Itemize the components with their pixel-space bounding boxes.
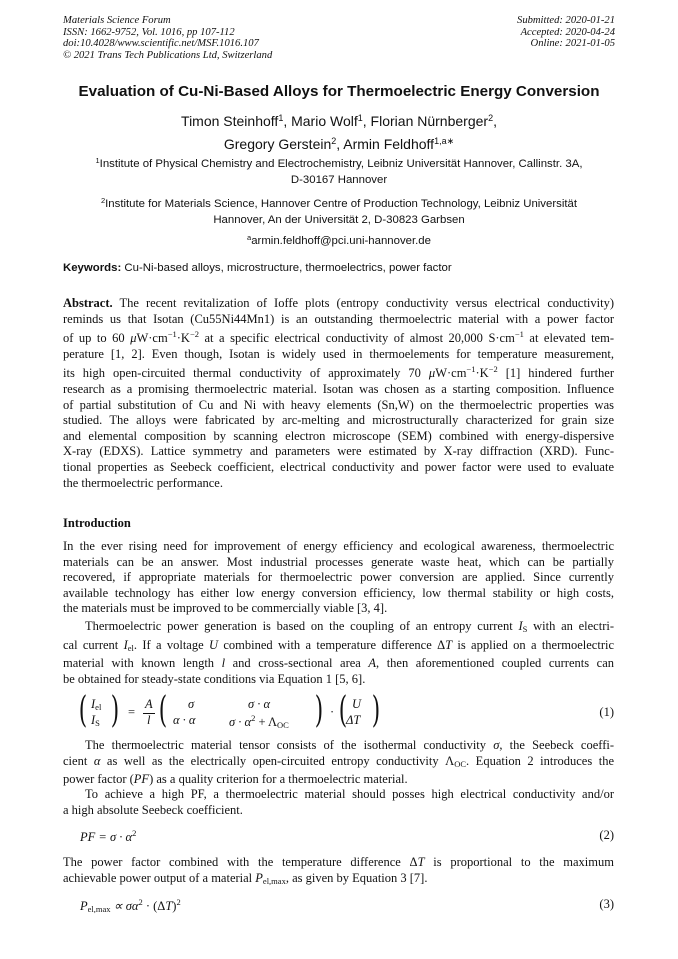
math-symbol: I (91, 697, 96, 711)
abstract-text: studied. The alloys were fabricated by arc-melting and microstructurally characterized for grain size (63, 413, 614, 428)
fraction-denominator: l (147, 713, 151, 727)
paragraph-line: available technology has either low energy conversion efficiency, low thermal stability or high costs, (63, 585, 614, 600)
affil-sup: 2 (100, 196, 106, 205)
math-symbol: I (91, 713, 96, 727)
right-paren: ) (314, 690, 324, 731)
author-affil-sup: 2 (488, 113, 494, 123)
math-symbol: σ (493, 738, 500, 752)
journal-name: Materials Science Forum (63, 15, 171, 26)
author-name: , Mario Wolf (283, 113, 358, 129)
paragraph-line: To achieve a high PF, a thermoelectric material should posses high electrical conductivity and/or (85, 787, 614, 801)
math-symbol: = σ · α (95, 830, 133, 844)
vector-cell: ΔT (346, 713, 361, 727)
paragraph-text: combined with a temperature difference Δ (218, 637, 446, 652)
math-symbol: α (93, 753, 101, 768)
affil-text: Institute of Physical Chemistry and Electrochemistry, Leibniz Universität Hannover, Callinstr. 3A, (99, 158, 583, 170)
math-symbol: P (255, 870, 263, 885)
abstract-text: its high open-circuited thermal conductivity of approximately 70 (63, 366, 429, 381)
copyright: © 2021 Trans Tech Publications Ltd, Switzerland (63, 49, 273, 61)
paragraph-line: a high absolute Seebeck coefficient. (63, 802, 243, 817)
intro-paragraph-2 (63, 619, 614, 687)
paragraph-text: ) as a quality criterion for a thermoelectric material. (149, 772, 408, 787)
matrix-cell: α · α (173, 713, 196, 727)
paragraph-text: be obtained for steady-state conditions via Equation 1 [5, 6]. (63, 671, 366, 686)
right-paren: ) (371, 690, 381, 731)
abstract-text: research as a promising thermoelectric material. Isotan was chosen as a starting composition. Influence (63, 381, 614, 396)
authors-line-1 (0, 108, 678, 131)
abstract-text: W·cm (435, 366, 467, 381)
paragraph-text: with an electri- (527, 619, 614, 633)
affil-text: Hannover, An der Universität 2, D-30823 Garbsen (213, 214, 465, 226)
equation-1 (63, 690, 614, 733)
author-affil-sup: 2 (331, 136, 337, 146)
abstract-text: reminds us that Isotan (Cu55Ni44Mn1) is an outstanding thermoelectric material with a power factor (63, 311, 614, 326)
lhs-top (91, 697, 101, 712)
keywords (63, 262, 452, 274)
intro-paragraph-5 (63, 855, 614, 889)
math-sub: S (522, 624, 528, 634)
left-paren: ( (158, 690, 168, 731)
paragraph-text: , the Seebeck coeffi- (499, 738, 614, 752)
math-symbol: ) (172, 899, 177, 913)
paragraph-line: materials can be an answer. Most industrial processes generate waste heat, which can be partially (63, 554, 614, 569)
matrix-cell: σ (188, 697, 195, 711)
author-name: Timon Steinhoff (181, 113, 279, 129)
paragraph-text: and cross-sectional area (225, 656, 369, 671)
paper-title: Evaluation of Cu-Ni-Based Alloys for Thermoelectric Energy Conversion (78, 83, 600, 100)
affil-text: D-30167 Hannover (290, 174, 388, 186)
math-sup: 2 (132, 828, 137, 838)
keywords-text: Cu-Ni-based alloys, microstructure, thermoelectrics, power factor (121, 262, 452, 274)
math-symbol: I (123, 637, 128, 652)
math-symbol: I (518, 619, 523, 633)
abstract-text: −1 (466, 364, 476, 375)
abstract-text: W·cm (136, 331, 168, 346)
paragraph-text: . Equation 2 introduces the (466, 753, 614, 768)
abstract-label: Abstract. (63, 296, 113, 310)
abstract-text: ·K (176, 331, 190, 346)
equation-1-body (78, 690, 400, 733)
affiliation-1 (63, 153, 615, 188)
math-symbol: T (165, 899, 173, 913)
paragraph-text: cient (63, 753, 94, 768)
paragraph-text: . If a voltage (133, 637, 209, 652)
math-sub: el,max (87, 904, 111, 914)
intro-paragraph-4 (63, 787, 614, 818)
vector-cell: U (352, 697, 362, 711)
math-sub: el (95, 702, 102, 712)
abstract-text: tional properties as Seebeck coefficient, electrical conductivity and power factor were used to evaluate (63, 459, 614, 474)
math-symbol: T (417, 855, 425, 869)
author-affil-sup: 1 (278, 113, 284, 123)
left-paren: ( (338, 690, 348, 731)
equation-number: (2) (599, 828, 614, 842)
right-paren: ) (110, 690, 120, 731)
abstract-text: at elevated tem- (523, 331, 614, 346)
abstract-text: at a specific electrical conductivity of almost 20,000 S·cm (199, 331, 515, 346)
abstract-text: ·K (475, 366, 489, 381)
abstract (63, 296, 614, 491)
equation-2 (63, 828, 614, 846)
lhs-bottom (91, 713, 100, 728)
submitted-date: Submitted: 2020-01-21 (517, 15, 615, 26)
section-heading-introduction: Introduction (63, 516, 131, 530)
author-separator: , (493, 113, 497, 129)
abstract-text: The recent revitalization of Ioffe plots (entropy conductivity versus electrical conductivity) (112, 296, 614, 310)
author-affil-sup: 1,a∗ (434, 136, 455, 146)
authors (0, 108, 678, 154)
fraction-numerator: A (145, 697, 153, 711)
author-name: Gregory Gerstein (223, 136, 332, 152)
corresponding-email (63, 230, 615, 249)
email-link[interactable]: armin.feldhoff@pci.uni-hannover.de (251, 235, 431, 247)
math-symbol: T (445, 637, 453, 652)
abstract-text: and elemental composition by scanning electron microscope (SEM) combined with energy-dispersive (63, 428, 614, 443)
author-name: , Florian Nürnberger (362, 113, 489, 129)
intro-paragraph-3 (63, 738, 614, 788)
math-sub: OC (277, 720, 289, 730)
equation-number: (3) (599, 897, 614, 911)
math-sub: el,max (262, 875, 286, 886)
matrix-cell: σ · α (229, 715, 252, 729)
math-symbol: l (221, 656, 226, 671)
matrix-cell: + Λ (255, 715, 278, 729)
math-symbol: · (Δ (142, 899, 166, 913)
math-symbol: PF (133, 772, 150, 787)
abstract-text: of partial substitution of Cu and Ni with heavy elements (Sn,W) on the thermoelectric properties was (63, 397, 614, 412)
abstract-text: of up to 60 (63, 331, 131, 346)
affiliation-2 (63, 193, 615, 228)
paragraph-text: , then aforementioned coupled currents can (376, 656, 614, 671)
math-symbol: U (208, 637, 219, 652)
paragraph-text: power factor ( (63, 772, 134, 787)
paragraph-text: is proportional to the maximum (424, 855, 614, 869)
paragraph-line: In the ever rising need for improvement of energy efficiency and ecological awareness, thermoelectric (63, 539, 614, 553)
intro-paragraph-1 (63, 539, 614, 617)
left-paren: ( (78, 690, 88, 731)
abstract-text: μ (130, 331, 137, 346)
math-symbol: P (80, 899, 88, 913)
abstract-text: perature [1, 2]. Even though, Isotan is widely used in thermoelements for temperature measurement, (63, 346, 614, 361)
paragraph-text: The thermoelectric material tensor consists of the isothermal conductivity (85, 738, 494, 752)
paragraph-text: , as given by Equation 3 [7]. (285, 870, 428, 885)
affil-text: Institute for Materials Science, Hannover Centre of Production Technology, Leibniz Universität (105, 198, 578, 210)
paragraph-text: The power factor combined with the temperature difference Δ (63, 855, 418, 869)
math-symbol: PF (80, 830, 96, 844)
abstract-text: μ (428, 366, 436, 381)
paragraph-text: Thermoelectric power generation is based on the coupling of an entropy current (85, 619, 519, 633)
math-sup: 2 (251, 713, 256, 723)
equation-2-body (80, 828, 136, 845)
paragraph-text: is applied on a thermoelectric (452, 637, 615, 652)
issn: ISSN: 1662-9752, Vol. 1016, pp 107-112 (63, 26, 235, 38)
authors-line-2 (0, 131, 678, 154)
paragraph-line: recovered, if appropriate materials for thermoelectric power conversion are applied. Since currently (63, 570, 614, 585)
math-sub: S (95, 718, 100, 728)
math-symbol: ∝ σα (110, 899, 139, 913)
abstract-text: −1 (514, 329, 524, 340)
math-sup: 2 (138, 897, 143, 907)
affil-sup: 1 (95, 156, 100, 165)
abstract-text: −1 (167, 329, 177, 340)
keywords-label: Keywords: (63, 262, 122, 274)
matrix-cell: σ · α (248, 697, 271, 711)
paragraph-text: material with known length (63, 656, 222, 671)
math-sub: OC (454, 758, 467, 769)
author-name: , Armin Feldhoff (336, 136, 435, 152)
abstract-text: −2 (488, 364, 498, 375)
dates-info (517, 15, 615, 50)
math-sup: 2 (176, 897, 181, 907)
online-date: Online: 2021-01-05 (530, 38, 615, 50)
paragraph-text: cal current (63, 637, 124, 652)
math-sub: el (127, 642, 134, 653)
accepted-date: Accepted: 2020-04-24 (520, 26, 615, 38)
equation-3 (63, 897, 614, 915)
equals-sign: = (128, 705, 136, 719)
email-sup: a (247, 233, 252, 242)
abstract-text: the thermoelectric performance. (63, 475, 223, 490)
author-affil-sup: 1 (357, 113, 363, 123)
math-symbol: A (368, 656, 377, 671)
paragraph-text: achievable power output of a material (63, 870, 256, 885)
paragraph-text: as well as the electrically open-circuited entropy conductivity Λ (100, 753, 455, 768)
abstract-text: X-ray (EDXS). Lattice symmetry and parameters were estimated by X-ray diffraction (XRD). Func- (63, 444, 614, 459)
equation-3-body (80, 897, 181, 914)
journal-info (63, 15, 272, 61)
dot-operator: · (330, 705, 335, 719)
abstract-text: −2 (189, 329, 199, 340)
abstract-text: [1] hindered further (497, 366, 614, 381)
paragraph-line: the materials must be improved to be commercially viable [3, 4]. (63, 601, 388, 616)
doi: doi:10.4028/www.scientific.net/MSF.1016.107 (63, 38, 259, 50)
equation-number: (1) (599, 705, 614, 719)
